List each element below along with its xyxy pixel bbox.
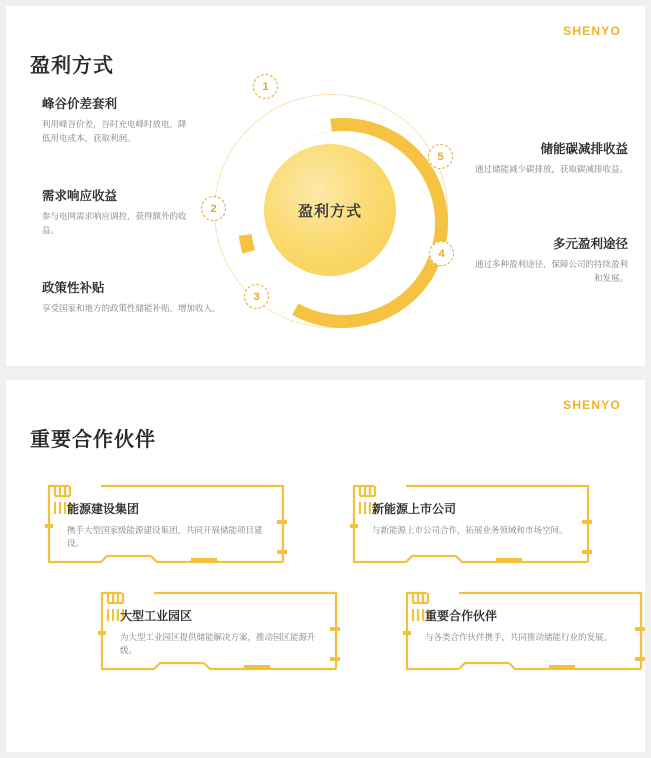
radial-diagram [196, 80, 466, 336]
node-marker-3[interactable]: 3 [244, 284, 269, 309]
partner-card-heading: 能源建设集团 [67, 502, 140, 516]
node-marker-5[interactable]: 5 [428, 144, 453, 169]
profit-item-2-heading: 需求响应收益 [42, 189, 118, 203]
node-marker-1[interactable]: 1 [253, 74, 278, 99]
profit-item-1 [42, 94, 192, 145]
profit-item-4-heading: 多元盈利途径 [552, 237, 628, 251]
brand-logo: SHENYO [563, 398, 621, 412]
profit-item-3-heading: 政策性补贴 [42, 281, 105, 295]
profit-item-2-desc: 参与电网需求响应调控，获得额外的收益。 [42, 211, 187, 235]
partner-card-heading: 新能源上市公司 [372, 502, 457, 516]
profit-item-3-desc: 享受国家和地方的政策性储能补贴，增加收入。 [42, 303, 221, 313]
center-label: 盈利方式 [297, 202, 362, 220]
partner-card-desc: 与新能源上市公司合作，拓展业务领域和市场空间。 [372, 525, 568, 535]
profit-item-4-desc: 通过多种盈利途径，保障公司的持续盈利和发展。 [474, 259, 628, 283]
slide-partners [6, 380, 645, 752]
profit-item-5 [468, 139, 628, 177]
node-marker-4[interactable]: 4 [429, 241, 454, 266]
partner-card-heading: 重要合作伙伴 [425, 609, 498, 623]
profit-item-1-desc: 利用峰谷价差，谷时充电峰时放电，降低用电成本，获取利润。 [42, 119, 187, 143]
partner-card-desc: 与各类合作伙伴携手，共同推动储能行业的发展。 [425, 632, 613, 642]
profit-item-4 [468, 234, 628, 285]
profit-item-5-heading: 储能碳减排收益 [540, 142, 628, 156]
partner-card-heading: 大型工业园区 [120, 609, 193, 623]
page-title: 盈利方式 [30, 55, 114, 78]
profit-item-2 [42, 186, 192, 237]
partner-card[interactable] [399, 587, 649, 675]
profit-item-5-desc: 通过储能减少碳排放，获取碳减排收益。 [474, 164, 628, 174]
partner-card[interactable] [41, 480, 291, 568]
node-marker-2[interactable]: 2 [201, 196, 226, 221]
partner-card[interactable] [346, 480, 596, 568]
page-title: 重要合作伙伴 [30, 429, 156, 452]
profit-item-1-heading: 峰谷价差套利 [42, 97, 118, 111]
partner-card-desc: 为大型工业园区提供储能解决方案，推动园区能源升级。 [120, 632, 316, 655]
brand-logo: SHENYO [563, 24, 621, 38]
slide-profit-model [6, 6, 645, 366]
center-circle [264, 144, 396, 276]
partner-card[interactable] [94, 587, 344, 675]
profit-item-3 [42, 278, 222, 316]
partner-card-desc: 携手大型国家级能源建设集团，共同开展储能项目建设。 [67, 525, 263, 548]
